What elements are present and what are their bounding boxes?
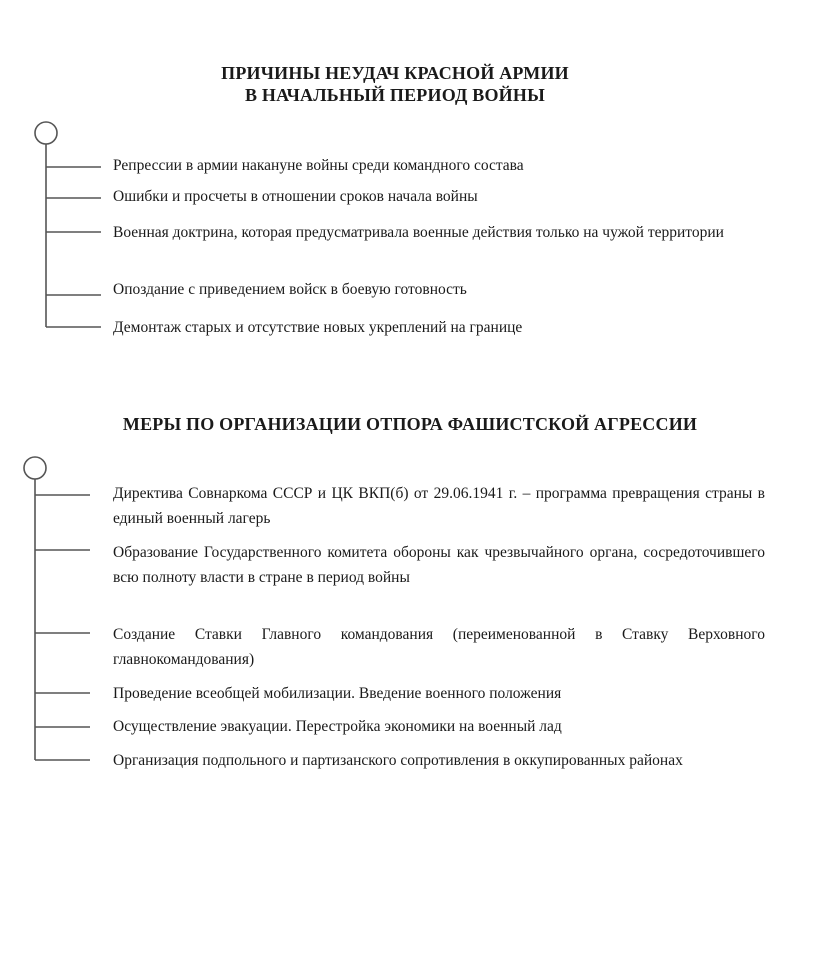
list-item: Опоздание с приведением войск в боевую готовность [113,281,467,298]
root-node-circle-2 [24,457,46,479]
list-item: Осуществление эвакуации. Перестройка экономики на военный лад [113,718,562,735]
root-node-circle-1 [35,122,57,144]
section-title-measures: МЕРЫ ПО ОРГАНИЗАЦИИ ОТПОРА ФАШИСТСКОЙ АГРЕССИИ [122,414,698,434]
list-item: Образование Государственного комитета обороны как чрезвычайного органа, сосредоточившего всю полноту власти в стране в период войны [113,544,765,586]
list-item: Демонтаж старых и отсутствие новых укреплений на границе [113,319,523,336]
list-item: Директива Совнаркома СССР и ЦК ВКП(б) от 29.06.1941 г. – программа превращения страны в единый военный лагерь [113,485,765,527]
list-item: Военная доктрина, которая предусматривала военные действия только на чужой территории [113,224,724,241]
list-item: Проведение всеобщей мобилизации. Введение военного положения [113,685,562,702]
list-item: Репрессии в армии накануне войны среди командного состава [113,157,524,174]
list-item: Создание Ставки Главного командования (переименованной в Ставку Верховного главнокомандования) [113,626,765,668]
list-item: Организация подпольного и партизанского сопротивления в оккупированных районах [113,752,683,769]
list-item: Ошибки и просчеты в отношении сроков начала войны [113,188,478,205]
section-title-line-1: ПРИЧИНЫ НЕУДАЧ КРАСНОЙ АРМИИ [221,63,569,83]
section-title-line-2: В НАЧАЛЬНЫЙ ПЕРИОД ВОЙНЫ [245,85,545,105]
